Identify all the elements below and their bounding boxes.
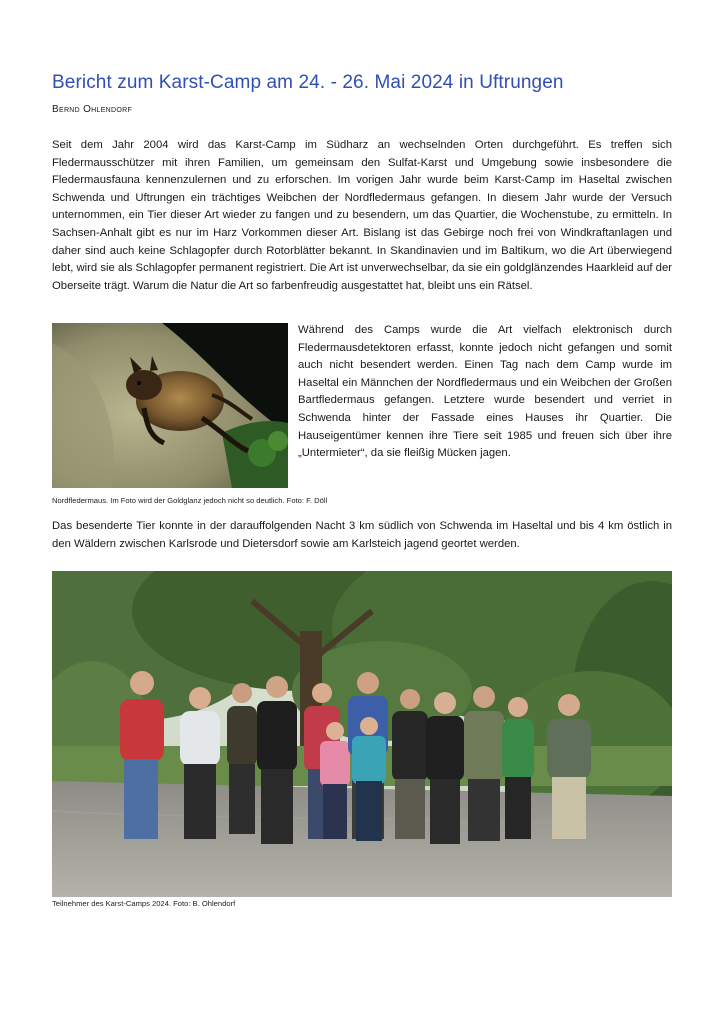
group-photo-caption: Teilnehmer des Karst-Camps 2024. Foto: B. Ohlendorf: [52, 899, 236, 908]
page-title: Bericht zum Karst-Camp am 24. - 26. Mai 2024 in Uftrungen: [52, 72, 564, 93]
paragraph-tracking: Das besenderte Tier konnte in der darauffolgenden Nacht 3 km südlich von Schwenda im Haseltal und bis 4 km östlich in den Wäldern zwischen Karlsrode und Dietersdorf sowie am Karlsteich jagend geortet werden.: [52, 520, 672, 550]
paragraph-intro: Seit dem Jahr 2004 wird das Karst-Camp im Südharz an wechselnden Orten durchgeführt. Es treffen sich Fledermausschützer mit ihren Familien, um gemeinsam den Sulfat-Karst und Umgebung sowie insbesondere die Fledermausfauna kennenzulernen und zu erforschen. Im vorigen Jahr wurde beim Karst-Camp im Haseltal zwischen Schwenda und Uftrungen ein trächtiges Weibchen der Nordfledermaus gefangen. In diesem Jahr wurde der Versuch unternommen, ein Tier dieser Art wieder zu fangen und zu besendern, um das Quartier, die Wochenstube, zu ermitteln. In Sachsen-Anhalt gibt es nur im Harz Vorkommen dieser Art. Bislang ist das Gebirge noch frei von Windkraftanlagen und daher sind auch keine Schlagopfer durch Rotorblätter bekannt. In Skandinavien und im Baltikum, wo die Art überwiegend lebt, wird sie als Schlagopfer permanent registriert. Die Art ist unverwechselbar, da sie ein goldglänzendes Haarkleid auf der Oberseite trägt. Warum die Natur die Art so farbenfreudig ausgestattet hat, bleibt uns ein Rätsel.: [52, 139, 672, 292]
paragraph-camp: Während des Camps wurde die Art vielfach elektronisch durch Fledermausdetektoren erfasst, konnte jedoch nicht gefangen und somit auch nicht besendert werden. Einen Tag nach dem Camp wurde im Haseltal ein Männchen der Nordfledermaus und ein Weibchen der Großen Bartfledermaus gefangen. Letztere wurde besendert und verriet in Schwenda hinter der Fassade eines Hauses ihr Quartier. Die Hauseigentümer kennen ihre Tiere seit 1985 und freuen sich über ihre „Untermieter“, da sie fleißig Mücken jagen.: [298, 324, 672, 460]
group-photo: [52, 571, 672, 897]
bat-photo-caption: Nordfledermaus. Im Foto wird der Goldglanz jedoch nicht so deutlich. Foto: F. Döll: [52, 496, 328, 505]
author-name: Bernd Ohlendorf: [52, 104, 133, 115]
bat-photo: [52, 323, 288, 488]
